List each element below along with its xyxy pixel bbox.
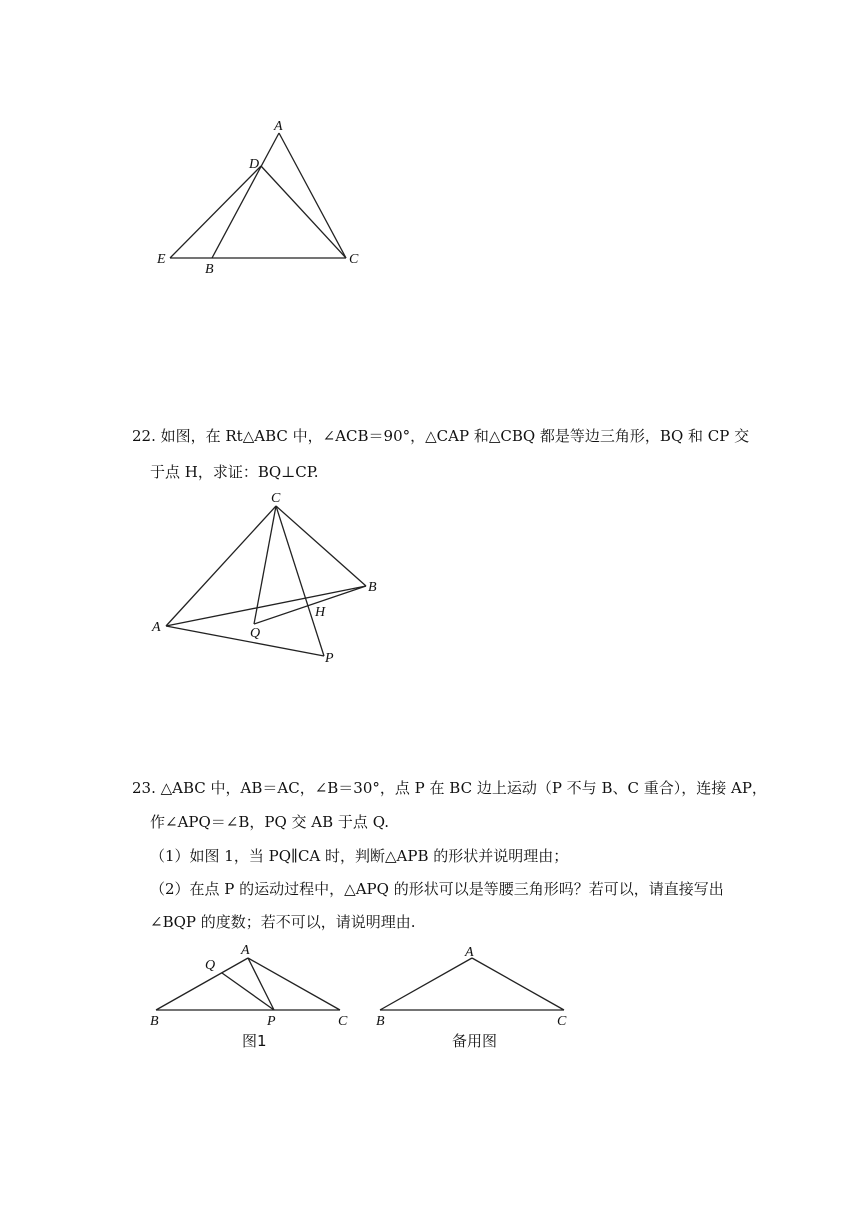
label-C: C bbox=[349, 252, 359, 267]
segment-CB bbox=[276, 506, 366, 586]
q23-text-line1: 23. △ABC 中，AB＝AC，∠B＝30°，点 P 在 BC 边上运动（P 不与 B、C 重合），连接 AP， bbox=[132, 779, 767, 797]
segment-BA bbox=[380, 958, 472, 1010]
label-C: C bbox=[271, 491, 281, 506]
segment-AB bbox=[212, 133, 279, 258]
label-C: C bbox=[557, 1014, 567, 1029]
q23-part1: （1）如图 1，当 PQ∥CA 时，判断△APB 的形状并说明理由； bbox=[150, 847, 569, 865]
label-A: A bbox=[274, 119, 283, 134]
figure-q22 bbox=[0, 480, 860, 680]
q23-part2-line2: ∠BQP 的度数；若不可以，请说明理由. bbox=[150, 913, 416, 931]
label-Q: Q bbox=[205, 958, 216, 973]
segment-CA bbox=[166, 506, 276, 626]
q23-part2-line1: （2）在点 P 的运动过程中，△APQ 的形状可以是等腰三角形吗？若可以，请直接写出 bbox=[150, 880, 724, 898]
label-A: A bbox=[465, 945, 474, 960]
label-B: B bbox=[150, 1014, 159, 1029]
q22-text-line1: 22. 如图，在 Rt△ABC 中，∠ACB＝90°，△CAP 和△CBQ 都是等边三角形，BQ 和 CP 交 bbox=[132, 427, 750, 445]
label-H: H bbox=[315, 605, 326, 620]
label-A: A bbox=[152, 620, 161, 635]
figure-caption-1: 图1 bbox=[242, 1032, 267, 1050]
figure-q23-2 bbox=[0, 935, 860, 1035]
label-D: D bbox=[249, 157, 260, 172]
segment-CP bbox=[276, 506, 324, 656]
label-P: P bbox=[325, 651, 334, 666]
label-C: C bbox=[338, 1014, 348, 1029]
segment-ED bbox=[170, 166, 261, 258]
label-B: B bbox=[376, 1014, 385, 1029]
segment-AP bbox=[166, 626, 324, 656]
label-A: A bbox=[241, 943, 250, 958]
segment-AC bbox=[472, 958, 564, 1010]
q23-text-line2: 作∠APQ＝∠B，PQ 交 AB 于点 Q. bbox=[150, 813, 390, 831]
label-Q: Q bbox=[250, 626, 261, 641]
label-P: P bbox=[267, 1014, 276, 1029]
figure-q21 bbox=[0, 0, 860, 300]
figure-caption-2: 备用图 bbox=[452, 1032, 498, 1050]
label-B: B bbox=[368, 580, 377, 595]
q22-text-line2: 于点 H，求证：BQ⊥CP. bbox=[150, 463, 319, 481]
label-E: E bbox=[157, 252, 166, 267]
label-B: B bbox=[205, 262, 214, 277]
